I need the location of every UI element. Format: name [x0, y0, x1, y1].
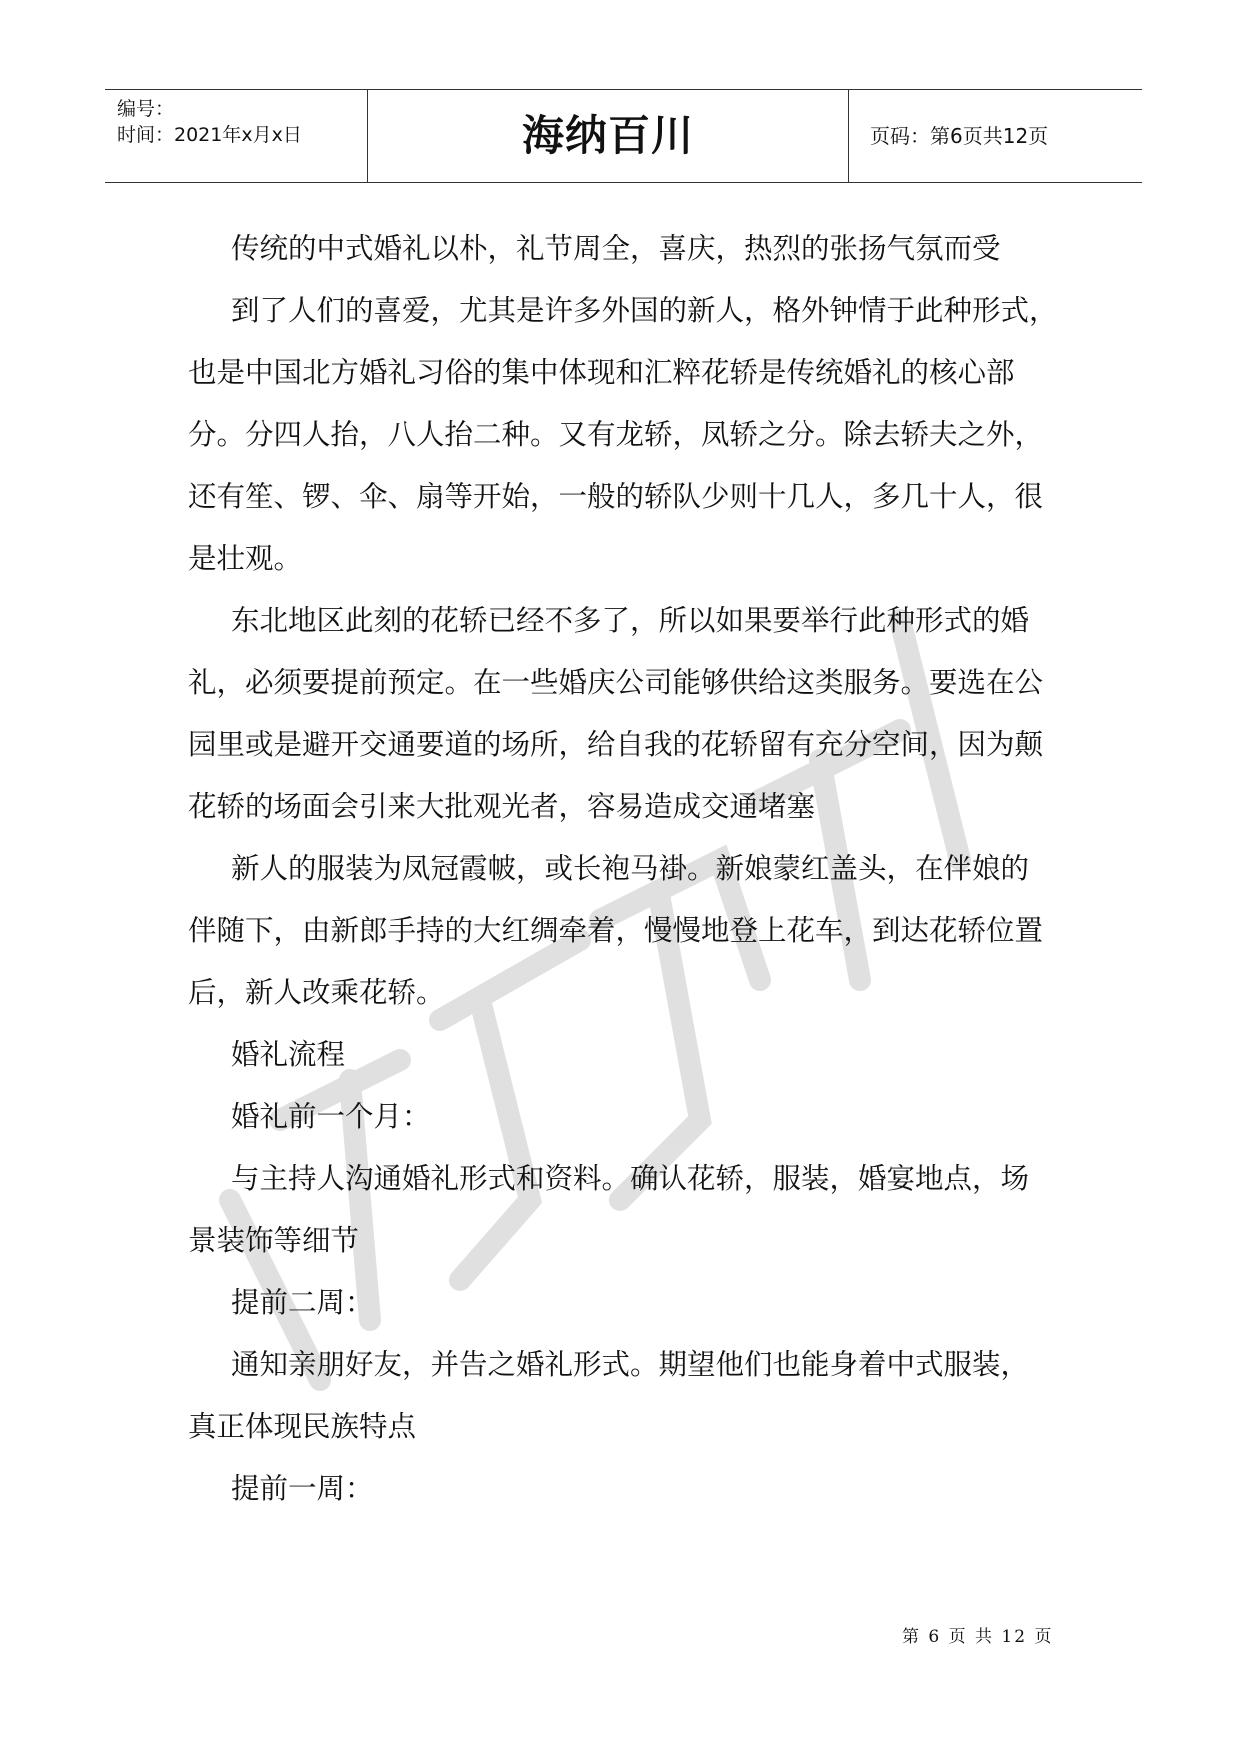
paragraph-line: 分。分四人抬，八人抬二种。又有龙轿，凤轿之分。除去轿夫之外，: [188, 418, 1044, 451]
paragraph-line: 礼，必须要提前预定。在一些婚庆公司能够供给这类服务。要选在公: [188, 666, 1044, 699]
paragraph-line: 与主持人沟通婚礼形式和资料。确认花轿，服装，婚宴地点，场: [231, 1162, 1030, 1195]
footer-page-info: 第 6 页 共 12 页: [902, 1627, 1054, 1647]
header-title: 海纳百川: [368, 90, 849, 182]
document-body: [188, 218, 1058, 1520]
header-meta: [105, 90, 368, 182]
paragraph-line: 后，新人改乘花轿。: [188, 976, 445, 1009]
paragraph-line: 通知亲朋好友，并告之婚礼形式。期望他们也能身着中式服装，: [231, 1348, 1030, 1381]
time-label: 时间：2021年x月x日: [117, 124, 302, 146]
paragraph-line: 还有笙、锣、伞、扇等开始，一般的轿队少则十几人，多几十人，很: [188, 480, 1044, 513]
paragraph-line: 提前一周：: [231, 1472, 374, 1505]
paragraph-line: 园里或是避开交通要道的场所，给自我的花轿留有充分空间，因为颠: [188, 728, 1044, 761]
paragraph-line: 新人的服装为凤冠霞帔，或长袍马褂。新娘蒙红盖头，在伴娘的: [231, 852, 1030, 885]
paragraph-line: 婚礼流程: [231, 1038, 346, 1071]
paragraph-line: 提前二周：: [231, 1286, 374, 1319]
paragraph-line: 到了人们的喜爱，尤其是许多外国的新人，格外钟情于此种形式，: [231, 294, 1058, 327]
paragraph-line: 传统的中式婚礼以朴，礼节周全，喜庆，热烈的张扬气氛而受: [231, 232, 1001, 265]
paragraph-line: 婚礼前一个月：: [231, 1100, 431, 1133]
paragraph-line: 真正体现民族特点: [188, 1410, 417, 1443]
header-page-label: 页码：第6页共12页: [870, 124, 1049, 148]
serial-label: 编号：: [117, 98, 175, 120]
paragraph-line: 景装饰等细节: [188, 1224, 360, 1257]
paragraph-line: 伴随下，由新郎手持的大红绸牵着，慢慢地登上花车，到达花轿位置: [188, 914, 1044, 947]
paragraph-line: 东北地区此刻的花轿已经不多了，所以如果要举行此种形式的婚: [231, 604, 1030, 637]
paragraph-line: 也是中国北方婚礼习俗的集中体现和汇粹花轿是传统婚礼的核心部: [188, 356, 1015, 389]
paragraph-line: 是壮观。: [188, 542, 303, 575]
document-header: [105, 89, 1142, 183]
paragraph-line: 花轿的场面会引来大批观光者，容易造成交通堵塞: [188, 790, 816, 823]
